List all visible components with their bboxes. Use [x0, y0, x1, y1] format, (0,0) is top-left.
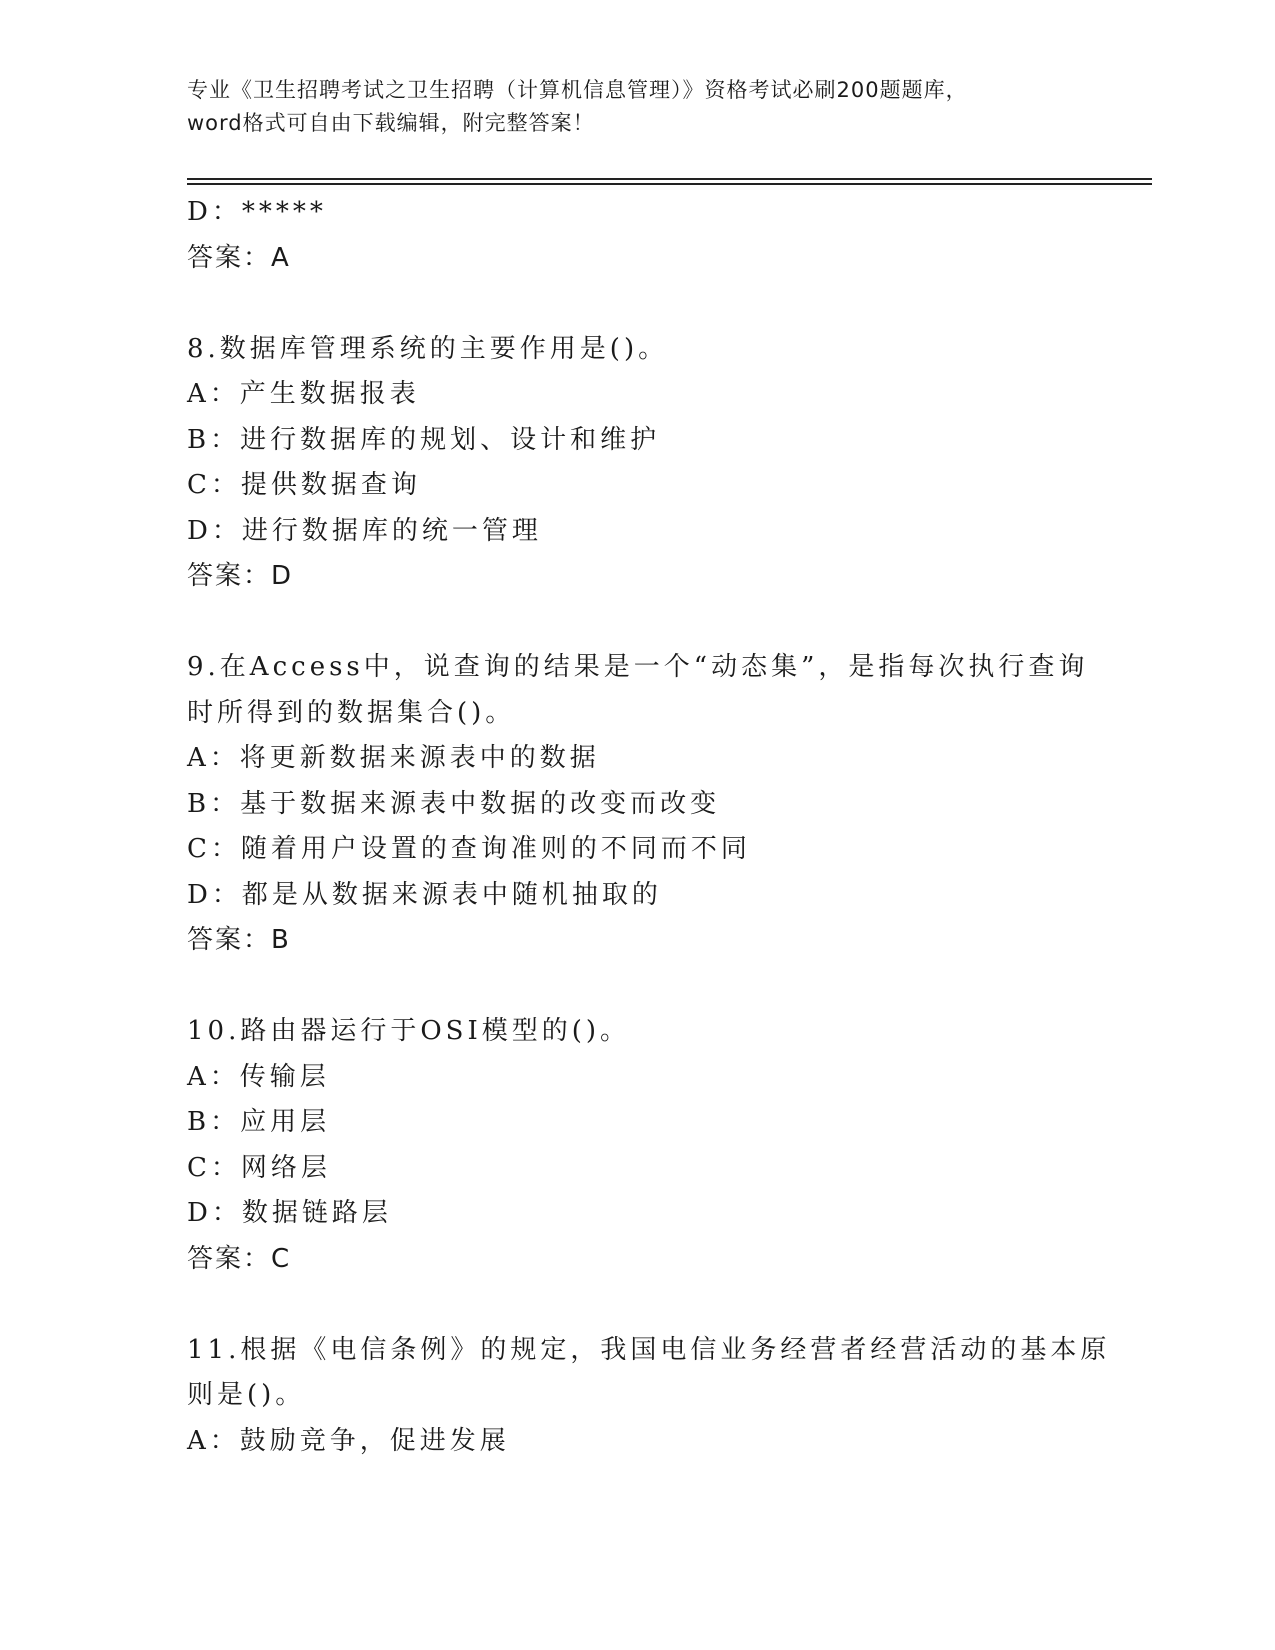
- option-d: D：*****: [187, 197, 327, 227]
- option-d: D：数据链路层: [187, 1198, 392, 1228]
- option-c: C：随着用户设置的查询准则的不同而不同: [187, 834, 751, 864]
- answer-line: 答案：B: [187, 925, 291, 955]
- question-list: [187, 190, 1111, 1464]
- option-a: A：产生数据报表: [187, 379, 420, 409]
- option-c: C：提供数据查询: [187, 470, 421, 500]
- question-stem: 8.数据库管理系统的主要作用是()。: [187, 333, 669, 364]
- question-stem-line-2: 则是()。: [187, 1380, 306, 1410]
- spacer: [187, 964, 1087, 1010]
- header-rule-bottom: [187, 183, 1152, 185]
- answer-line: 答案：A: [187, 242, 291, 273]
- option-d: D：进行数据库的统一管理: [187, 515, 542, 546]
- spacer: [187, 1282, 1087, 1328]
- answer-line: 答案：D: [187, 561, 294, 591]
- option-d: D：都是从数据来源表中随机抽取的: [187, 879, 662, 910]
- answer-line: 答案：C: [187, 1243, 292, 1274]
- question-8: [187, 327, 1087, 600]
- header-rule-top: [187, 178, 1152, 180]
- spacer: [187, 600, 1087, 646]
- document-header: [187, 74, 1087, 140]
- question-stem-line-2: 时所得到的数据集合()。: [187, 697, 516, 728]
- question-fragment-7: [187, 190, 1087, 281]
- option-a: A：传输层: [187, 1061, 330, 1092]
- option-a: A：鼓励竞争，促进发展: [187, 1425, 510, 1456]
- question-10: [187, 1009, 1087, 1282]
- question-11: [187, 1328, 1111, 1465]
- question-stem: 10.路由器运行于OSI模型的()。: [187, 1016, 631, 1046]
- question-9: [187, 645, 1087, 964]
- header-line-2: word格式可自由下载编辑，附完整答案！: [187, 111, 595, 135]
- header-line-1: 专业《卫生招聘考试之卫生招聘（计算机信息管理）》资格考试必刷200题题库，: [187, 78, 968, 102]
- question-stem-line-1: 11.根据《电信条例》的规定，我国电信业务经营者经营活动的基本原: [187, 1334, 1111, 1365]
- option-b: B：应用层: [187, 1107, 331, 1137]
- option-c: C：网络层: [187, 1152, 331, 1183]
- option-a: A：将更新数据来源表中的数据: [187, 743, 600, 773]
- option-b: B：进行数据库的规划、设计和维护: [187, 424, 661, 455]
- option-b: B：基于数据来源表中数据的改变而改变: [187, 788, 721, 819]
- question-stem-line-1: 9.在Access中，说查询的结果是一个“动态集”，是指每次执行查询: [187, 652, 1089, 682]
- spacer: [187, 281, 1087, 327]
